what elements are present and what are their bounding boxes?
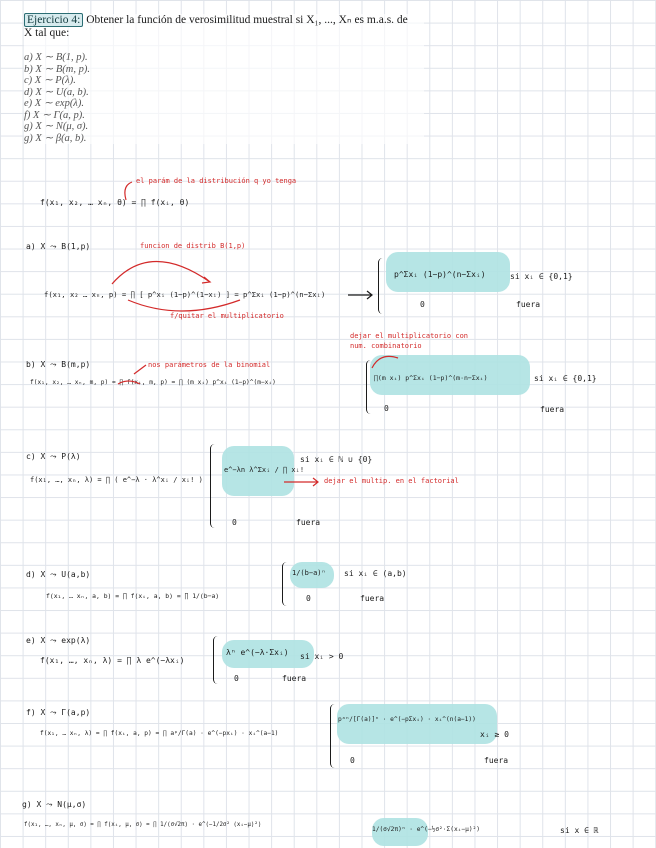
option-item: g) X ∼ β(a, b). [24, 132, 87, 144]
section-d-head: d) X ⤳ U(a,b) [26, 570, 91, 579]
option-item: d) X ∼ U(a, b). [24, 86, 89, 98]
b-params-underline-icon [118, 381, 140, 384]
section-e-cond2: fuera [282, 674, 307, 683]
b-note-arrow-icon [134, 365, 146, 374]
section-c-arrow-note: dejar el multip. en el factorial [324, 477, 459, 485]
section-e-case1: λⁿ e^(−λ·Σxᵢ) [226, 648, 289, 657]
section-a-case2: 0 [420, 300, 425, 309]
a-arc-arrow-icon [112, 261, 210, 284]
section-f-formula: f(x₁, … xₙ, λ) = ∏ f(xᵢ, a, p) = ∏ aᵖ/Γ(a) · e^(−pxᵢ) · xᵢ^(a−1) [40, 730, 279, 737]
intro-note: el parám de la distribución q yo tenga [136, 177, 297, 185]
section-e-formula: f(x₁, …, xₙ, λ) = ∏ λ e^(−λxᵢ) [40, 656, 185, 665]
section-a-formula: f(x₁, x₂ … xₙ, p) = ∏ [ p^xᵢ (1−p)^(1−xᵢ) ] = p^Σxᵢ (1−p)^(n−Σxᵢ) [44, 290, 326, 299]
c-arrow-icon [284, 478, 318, 486]
section-g-formula: f(x₁, …, xₙ, μ, σ) = ∏ f(xᵢ, μ, σ) = ∏ 1/(σ√2π) · e^(−1/2σ² (xᵢ−μ)²) [24, 822, 262, 828]
section-f-case1: pᵃⁿ/[Γ(a)]ⁿ · e^(−pΣxᵢ) · xᵢ^(n(a−1)) [338, 716, 476, 723]
exercise-text: Obtener la función de verosimilitud muestral si X₁, ..., Xₙ es m.a.s. de [83, 14, 408, 26]
b-curve-icon [372, 356, 398, 368]
section-b-cond1: si xᵢ ∈ {0,1} [534, 374, 597, 383]
section-a-note: funcion de distrib B(1,p) [140, 242, 246, 250]
section-a-cond1: si xᵢ ∈ {0,1} [510, 272, 573, 281]
option-item: b) X ∼ B(m, p). [24, 63, 90, 75]
intro-formula: f(x₁, x₂, … xₙ, θ) = ∏ f(xᵢ, θ) [40, 198, 190, 207]
intro-arrow-icon [125, 182, 132, 200]
section-d-formula: f(x₁, … xₙ, a, b) = ∏ f(xᵢ, a, b) = ∏ 1/(b−a) [46, 592, 220, 600]
section-f-head: f) X ⤳ Γ(a,p) [26, 708, 91, 717]
section-a-case1: p^Σxᵢ (1−p)^(n−Σxᵢ) [394, 270, 486, 279]
section-c-cond1: si xᵢ ∈ ℕ ∪ {0} [300, 455, 373, 464]
section-a-head: a) X ⤳ B(1,p) [26, 242, 91, 251]
section-g-head: g) X ⤳ N(μ,σ) [22, 800, 87, 809]
a-implies-arrow-icon [348, 291, 372, 299]
section-b-case1: ∏(m xᵢ) p^Σxᵢ (1−p)^(m·n−Σxᵢ) [374, 374, 488, 382]
section-b-note: nos parámetros de la binomial [148, 361, 271, 369]
section-d-case1: 1/(b−a)ⁿ [292, 569, 326, 577]
section-f-case2: 0 [350, 756, 355, 765]
a-underline-icon [128, 300, 240, 311]
section-c-formula: f(x₁, …, xₙ, λ) = ∏ ( e^−λ · λ^xᵢ / xᵢ! ) [30, 476, 203, 484]
section-d-cond1: si xᵢ ∈ (a,b) [344, 569, 407, 578]
option-item: a) X ∼ B(1, p). [24, 52, 88, 63]
section-f-cond2: fuera [484, 756, 509, 765]
option-item: f) X ∼ Γ(a, p). [24, 109, 85, 121]
section-b-formula: f(x₁, x₂, … xₙ, m, p) = ∏ f(xᵢ, m, p) = ∏ (m xᵢ) p^xᵢ (1−p)^(m−xᵢ) [30, 379, 276, 386]
section-a-cond2: fuera [516, 300, 541, 309]
section-a-note2: f/quitar el multiplicatorio [170, 312, 284, 320]
section-g-case1: 1/(σ√2π)ⁿ · e^(−½σ²·Σ(xᵢ−μ)²) [372, 826, 481, 833]
option-item: e) X ∼ exp(λ). [24, 98, 84, 109]
exercise-tag: Ejercicio 4: [24, 13, 83, 27]
exercise-text-2: X tal que: [24, 27, 70, 39]
section-e-head: e) X ⤳ exp(λ) [26, 636, 91, 645]
section-c-cond2: fuera [296, 518, 321, 527]
section-c-case1: e^−λn λ^Σxᵢ / ∏ xᵢ! [224, 466, 305, 474]
section-c-head: c) X ⤳ P(λ) [26, 452, 81, 461]
option-item: c) X ∼ P(λ). [24, 75, 76, 86]
section-b-note2: dejar el multiplicatorio con num. combinatorio [350, 332, 469, 350]
section-d-cond2: fuera [360, 594, 385, 603]
section-e-cond1: si xᵢ > 0 [300, 652, 344, 661]
section-b-case2: 0 [384, 404, 389, 413]
section-b-cond2: fuera [540, 405, 565, 414]
section-f-cond1: xᵢ ≥ 0 [480, 730, 509, 739]
section-c-case2: 0 [232, 518, 237, 527]
section-g-cond1: si x ∈ ℝ [560, 826, 599, 835]
section-b-head: b) X ⤳ B(m,p) [26, 360, 91, 369]
section-d-case2: 0 [306, 594, 311, 603]
section-e-case2: 0 [234, 674, 239, 683]
option-item: g) X ∼ N(μ, σ). [24, 121, 89, 132]
